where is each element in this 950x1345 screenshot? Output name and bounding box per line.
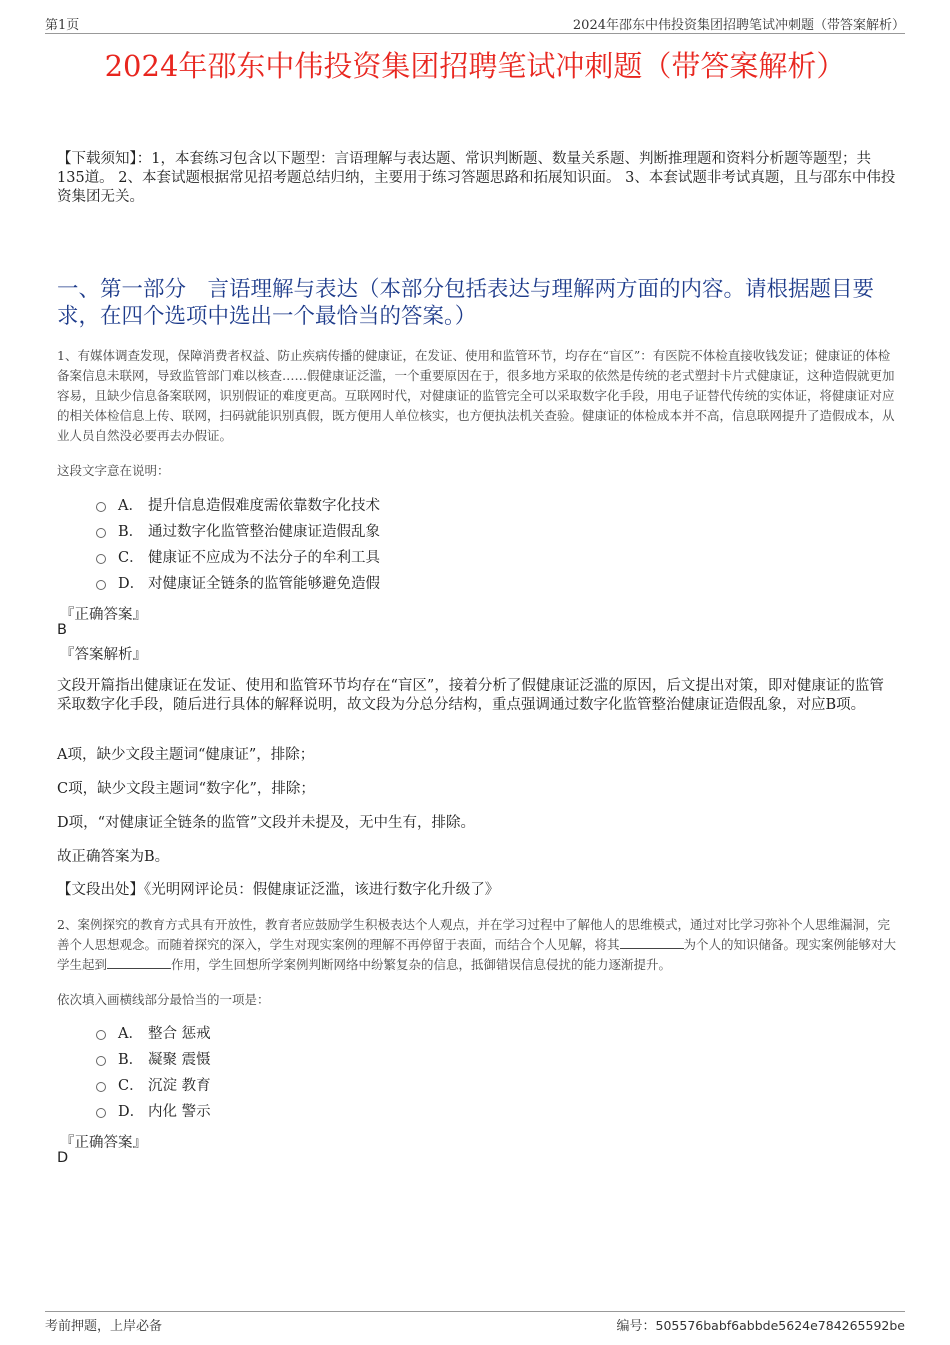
radio-icon[interactable]: [96, 1108, 106, 1118]
question-1-source: 【文段出处】《光明网评论员：假健康证泛滥，该进行数字化升级了》: [57, 882, 500, 898]
fill-blank-2[interactable]: [107, 956, 171, 969]
question-2-option-d[interactable]: [96, 1101, 211, 1123]
code-value: 505576babf6abbde5624e784265592be: [655, 1318, 905, 1333]
option-label: D．: [118, 1104, 145, 1120]
question-1-analysis: 文段开篇指出健康证在发证、使用和监管环节均存在“盲区”，接着分析了假健康证泛滥的原因，后文提出对策，即对健康证的监管采取数字化手段，随后进行具体的解释说明，故文段为分总分结构，重点强调通过数字化监管整治健康证造假乱象，对应B项。: [57, 678, 884, 713]
question-2-option-b[interactable]: [96, 1049, 211, 1071]
header-divider: [45, 33, 905, 34]
option-text: 整合 惩戒: [148, 1026, 211, 1042]
question-1-analysis-tag: 『答案解析』: [60, 647, 147, 663]
question-1-answer-tag: 『正确答案』: [60, 607, 147, 623]
question-1-conclusion: 故正确答案为B。: [57, 849, 170, 865]
question-2-stem: [57, 915, 897, 975]
question-1-option-a[interactable]: [96, 495, 380, 517]
footer-slogan: 考前押题，上岸必备: [45, 1319, 163, 1334]
option-label: C．: [118, 550, 144, 566]
question-2-answer: D: [57, 1150, 69, 1166]
radio-icon[interactable]: [96, 554, 106, 564]
question-1-option-d[interactable]: [96, 573, 380, 595]
question-1-option-b[interactable]: [96, 521, 380, 543]
option-label: A．: [118, 1026, 143, 1042]
question-1-answer: B: [57, 622, 67, 638]
question-2-prompt: 依次填入画横线部分最恰当的一项是：: [57, 992, 270, 1007]
footer-code: [617, 1315, 905, 1334]
question-1-stem: 1、有媒体调查发现，保障消费者权益、防止疾病传播的健康证，在发证、使用和监管环节，均存在“盲区”：有医院不体检直接收钱发证；健康证的体检备案信息未联网，导致监管部门难以核查……假健康证泛滥，一个重要原因在于，很多地方采取的依然是传统的老式塑封卡片式健康证，这种造假就更加容易，且缺少信息备案联网，识别假证的难度更高。互联网时代，对健康证的监管完全可以采取数字化手段，用电子证替代传统的实体证，将健康证对应的相关体检信息上传、联网，扫码就能识别真假，既方便用人单位核实，也方便执法机关查验。健康证的体检成本并不高，信息联网提升了造假成本，从业人员自然没必要再去办假证。: [57, 348, 895, 443]
question-1-prompt: 这段文字意在说明：: [57, 463, 170, 478]
question-2-option-a[interactable]: [96, 1023, 211, 1045]
question-1-explain-d: D项，“对健康证全链条的监管”文段并未提及，无中生有，排除。: [57, 815, 475, 831]
stem-part-1: 2、案例探究的教育方式具有开放性，教育者应鼓励学生积极表达个人观点，并在学习过程中了解他人的思维模式，通过对比学习弥补个人思维漏洞，完善个人思想观念。而随着探究的深入，学生对现实案例的理解不再停留于表面，而结合个人见解，将其: [57, 917, 890, 952]
question-2-answer-tag: 『正确答案』: [60, 1135, 147, 1151]
page-title: 2024年邵东中伟投资集团招聘笔试冲刺题（带答案解析）: [104, 49, 846, 83]
option-label: A．: [118, 498, 143, 514]
radio-icon[interactable]: [96, 1030, 106, 1040]
question-1-option-c[interactable]: [96, 547, 380, 569]
radio-icon[interactable]: [96, 502, 106, 512]
page-number: 第1页: [45, 18, 80, 33]
download-notice: 【下载须知】：1，本套练习包含以下题型：言语理解与表达题、常识判断题、数量关系题、判断推理题和资料分析题等题型；共135道。 2、本套试题根据常见招考题总结归纳，主要用于练习答题思路和拓展知识面。 3、本套试题非考试真题，且与邵东中伟投资集团无关。: [57, 151, 896, 205]
question-1-explain-c: C项，缺少文段主题词“数字化”，排除；: [57, 781, 315, 797]
fill-blank-1[interactable]: [620, 936, 684, 949]
option-text: 提升信息造假难度需依靠数字化技术: [148, 498, 380, 514]
radio-icon[interactable]: [96, 1082, 106, 1092]
stem-part-2: 为个人的知识储备。现实案例能够对大学生起到: [57, 937, 897, 972]
code-label: 编号：: [616, 1319, 656, 1334]
question-2-option-c[interactable]: [96, 1075, 211, 1097]
option-text: 内化 警示: [148, 1104, 211, 1120]
option-text: 沉淀 教育: [148, 1078, 211, 1094]
option-text: 对健康证全链条的监管能够避免造假: [148, 576, 380, 592]
footer-divider: [45, 1311, 905, 1312]
option-label: D．: [118, 576, 145, 592]
option-text: 健康证不应成为不法分子的牟利工具: [148, 550, 380, 566]
stem-part-3: 作用，学生回想所学案例判断网络中纷繁复杂的信息，抵御错误信息侵扰的能力逐渐提升。: [171, 957, 672, 972]
option-label: B．: [118, 524, 144, 540]
question-1-explain-a: A项，缺少文段主题词“健康证”，排除；: [57, 747, 315, 763]
radio-icon[interactable]: [96, 1056, 106, 1066]
option-label: B．: [118, 1052, 144, 1068]
option-text: 凝聚 震慑: [148, 1052, 211, 1068]
option-label: C．: [118, 1078, 144, 1094]
radio-icon[interactable]: [96, 528, 106, 538]
option-text: 通过数字化监管整治健康证造假乱象: [148, 524, 380, 540]
section-heading: 一、第一部分 言语理解与表达（本部分包括表达与理解两方面的内容。请根据题目要求，在四个选项中选出一个最恰当的答案。）: [57, 277, 875, 329]
header-doc-title: 2024年邵东中伟投资集团招聘笔试冲刺题（带答案解析）: [572, 18, 905, 33]
radio-icon[interactable]: [96, 580, 106, 590]
